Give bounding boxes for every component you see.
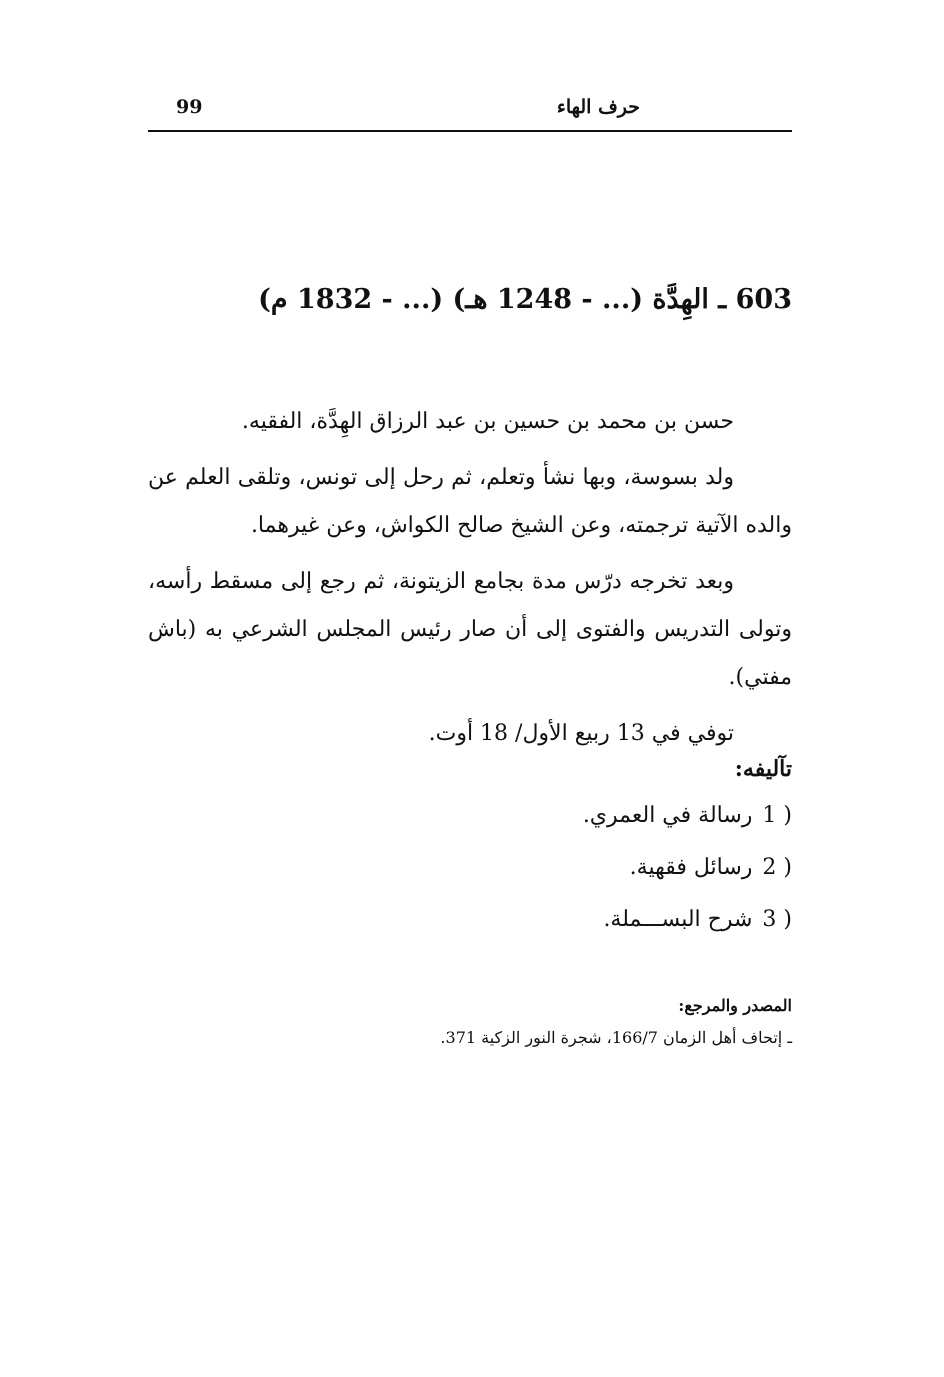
sources-heading: المصدر والمرجع: [678,996,792,1015]
work-title: رسائل فقهية. [629,855,753,880]
paragraph-career: وبعد تخرجه درّس مدة بجامع الزيتونة، ثم رجع إلى مسقط رأسه، وتولى التدريس والفتوى إلى أن صار رئيس المجلس الشرعي به (باش مفتي). [148,569,792,690]
list-item [583,796,792,848]
works-list [583,796,792,952]
entry-body [148,398,792,772]
header-rule [148,130,792,132]
paragraph-name: حسن بن محمد بن حسين بن عبد الرزاق الهِدَّة، الفقيه. [241,409,734,434]
work-title: رسالة في العمري. [582,803,753,828]
paragraph-death: توفي في 13 ربيع الأول/ 18 أوت. [428,721,734,746]
sources-text: ـ إتحاف أهل الزمان 166/7، شجرة النور الزكية 371. [440,1028,792,1047]
work-number: 3 ) [762,907,792,932]
work-number: 2 ) [762,855,792,880]
entry-title: 603 ـ الهِدَّة (... - 1248 هـ) (... - 1832 م) [258,284,792,315]
section-title: حرف الهاء [556,96,640,118]
list-item [583,848,792,900]
work-number: 1 ) [762,803,792,828]
running-header [148,96,792,128]
work-title: شرح البســـملة. [603,907,753,932]
paragraph-education: ولد بسوسة، وبها نشأ وتعلم، ثم رحل إلى تونس، وتلقى العلم عن والده الآتية ترجمته، وعن الشيخ صالح الكواش، وعن غيرهما. [148,465,792,538]
page-number: 99 [176,96,203,118]
list-item [583,900,792,952]
works-heading: تآليفه: [734,756,792,782]
